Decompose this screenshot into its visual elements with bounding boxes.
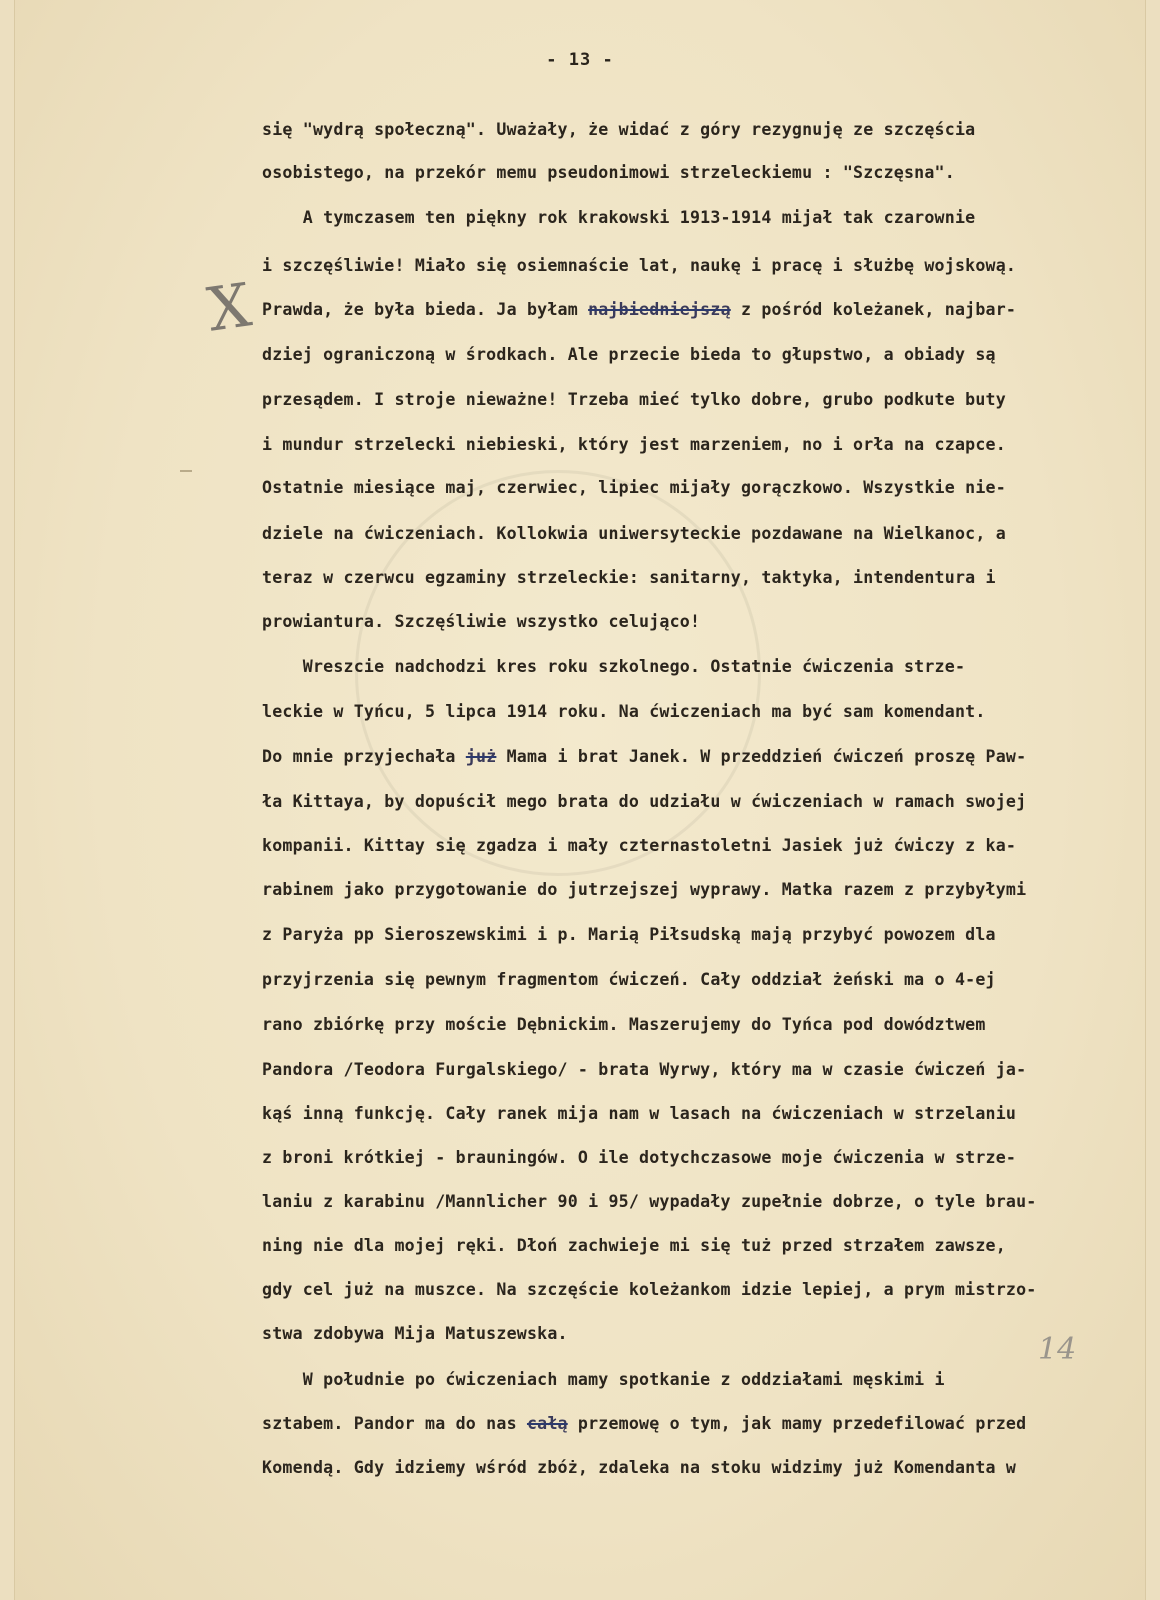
text-line: Wreszcie nadchodzi kres roku szkolnego. Ostatnie ćwiczenia strze- xyxy=(262,657,966,676)
text-line: się "wydrą społeczną". Uważały, że widać z góry rezygnuję ze szczęścia xyxy=(262,120,976,139)
text-line: przyjrzenia się pewnym fragmentom ćwiczeń. Cały oddział żeński ma o 4-ej xyxy=(262,970,996,989)
text-line: teraz w czerwcu egzaminy strzeleckie: sanitarny, taktyka, intendentura i xyxy=(262,568,996,587)
text-line: Ostatnie miesiące maj, czerwiec, lipiec mijały gorączkowo. Wszystkie nie- xyxy=(262,478,1006,497)
text-line: kompanii. Kittay się zgadza i mały czternastoletni Jasiek już ćwiczy z ka- xyxy=(262,836,1017,855)
text-line: rabinem jako przygotowanie do jutrzejszej wyprawy. Matka razem z przybyłymi xyxy=(262,880,1027,899)
text-line: z broni krótkiej - brauningów. O ile dotychczasowe moje ćwiczenia w strze- xyxy=(262,1148,1017,1167)
text-line: dziej ograniczoną w środkach. Ale przecie bieda to głupstwo, a obiady są xyxy=(262,345,996,364)
text-line: W południe po ćwiczeniach mamy spotkanie z oddziałami męskimi i xyxy=(262,1370,945,1389)
text-line: ła Kittaya, by dopuścił mego brata do udziału w ćwiczeniach w ramach swojej xyxy=(262,792,1027,811)
text-line: Pandora /Teodora Furgalskiego/ - brata Wyrwy, który ma w czasie ćwiczeń ja- xyxy=(262,1060,1027,1079)
struck-word: całą xyxy=(526,1414,568,1433)
text-line: z Paryża pp Sieroszewskimi i p. Marią Piłsudską mają przybyć powozem dla xyxy=(262,925,996,944)
text-line: osobistego, na przekór memu pseudonimowi strzeleckiemu : "Szczęsna". xyxy=(262,163,955,182)
text-line: ning nie dla mojej ręki. Dłoń zachwieje mi się tuż przed strzałem zawsze, xyxy=(262,1236,1006,1255)
text-line: Prawda, że była bieda. Ja byłam najbiedniejszą z pośród koleżanek, najbar- xyxy=(262,300,1017,319)
struck-word: już xyxy=(465,747,497,766)
text-line: A tymczasem ten piękny rok krakowski 1913-1914 mijał tak czarownie xyxy=(262,208,976,227)
text-line: dziele na ćwiczeniach. Kollokwia uniwersyteckie pozdawane na Wielkanoc, a xyxy=(262,524,1006,543)
text-line: przesądem. I stroje nieważne! Trzeba mieć tylko dobre, grubo podkute buty xyxy=(262,390,1006,409)
text-line: prowiantura. Szczęśliwie wszystko celująco! xyxy=(262,612,701,631)
margin-page-note: 14 xyxy=(1038,1332,1077,1367)
text-line: Komendą. Gdy idziemy wśród zbóż, zdaleka na stoku widzimy już Komendanta w xyxy=(262,1458,1017,1477)
text-line: stwa zdobywa Mija Matuszewska. xyxy=(262,1324,568,1343)
text-line: i szczęśliwie! Miało się osiemnaście lat, naukę i pracę i służbę wojskową. xyxy=(262,256,1017,275)
text-line: rano zbiórkę przy moście Dębnickim. Maszerujemy do Tyńca pod dowództwem xyxy=(262,1015,986,1034)
text-line: leckie w Tyńcu, 5 lipca 1914 roku. Na ćwiczeniach ma być sam komendant. xyxy=(262,702,986,721)
text-line: i mundur strzelecki niebieski, który jest marzeniem, no i orła na czapce. xyxy=(262,435,1006,454)
page-number: - 13 - xyxy=(546,50,614,70)
text-line: laniu z karabinu /Mannlicher 90 i 95/ wypadały zupełnie dobrze, o tyle brau- xyxy=(262,1192,1037,1211)
struck-word: najbiedniejszą xyxy=(588,300,731,319)
text-line: gdy cel już na muszce. Na szczęście koleżankom idzie lepiej, a prym mistrzo- xyxy=(262,1280,1037,1299)
text-line: kąś inną funkcję. Cały ranek mija nam w lasach na ćwiczeniach w strzelaniu xyxy=(262,1104,1017,1123)
margin-tick xyxy=(180,470,192,472)
text-line: Do mnie przyjechała już Mama i brat Janek. W przeddzień ćwiczeń proszę Paw- xyxy=(262,747,1027,766)
margin-cross-mark: X xyxy=(203,270,256,346)
text-line: sztabem. Pandor ma do nas całą przemowę o tym, jak mamy przedefilować przed xyxy=(262,1414,1027,1433)
